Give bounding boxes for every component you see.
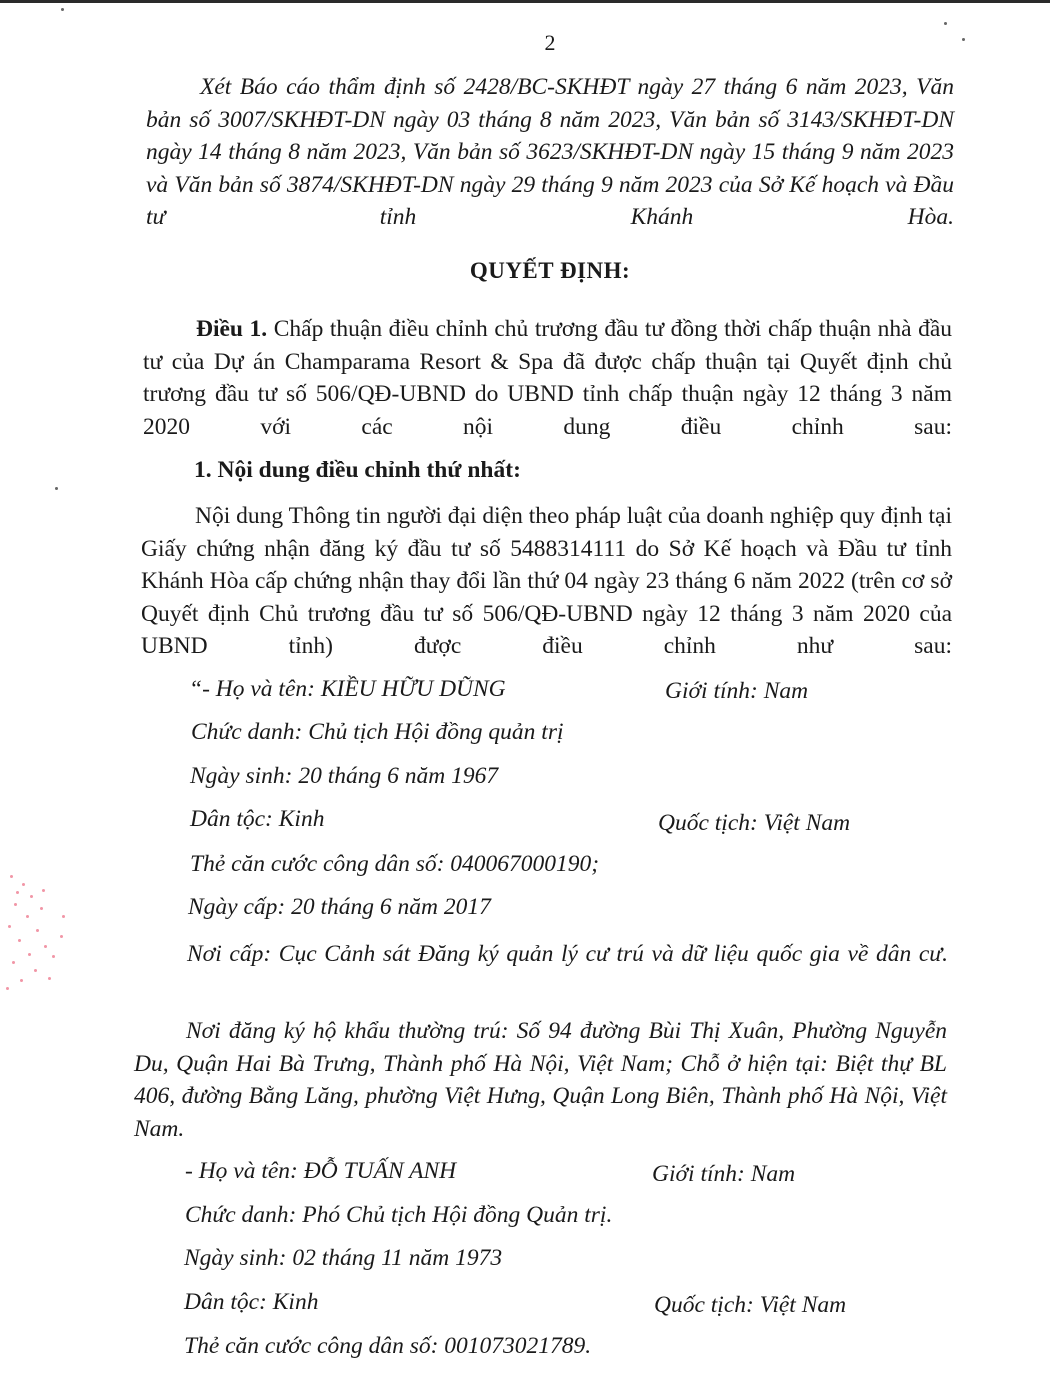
person1-gender: Giới tính: Nam [665,678,809,704]
person1-ethnicity: Dân tộc: Kinh [190,806,325,832]
person1-title: Chức danh: Chủ tịch Hội đồng quản trị [191,719,564,745]
section-1-body: Nội dung Thông tin người đại diện theo pháp luật của doanh nghiệp quy định tại Giấy chứng nhận đăng ký đầu tư số 5488314111 do Sở Kế hoạch và Đầu tư tỉnh Khánh Hòa cấp chứng nhận thay đổi lần thứ 04 ngày 23 tháng 6 năm 2022 (trên cơ sở Quyết định Chủ trương đầu tư số 506/QĐ-UBND ngày 12 tháng 3 năm 2020 của UBND tỉnh) được điều chỉnh như sau: [141,503,952,660]
scan-speck [55,487,58,490]
person1-issue-date: Ngày cấp: 20 tháng 6 năm 2017 [188,894,491,920]
person2-gender: Giới tính: Nam [652,1161,796,1187]
person1-name: “- Họ và tên: KIỀU HỮU DŨNG [189,676,506,702]
red-stamp-fragment [0,855,80,1015]
scan-speck [944,22,947,25]
person1-id-card: Thẻ căn cước công dân số: 040067000190; [190,851,600,877]
person1-dob: Ngày sinh: 20 tháng 6 năm 1967 [190,763,499,789]
decision-heading: QUYẾT ĐỊNH: [469,258,631,283]
person2-title: Chức danh: Phó Chủ tịch Hội đồng Quản trị. [185,1202,613,1228]
page-top-edge [0,0,1050,3]
person2-id-card: Thẻ căn cước công dân số: 001073021789. [184,1333,592,1359]
person2-nationality: Quốc tịch: Việt Nam [654,1292,847,1318]
section-1-title: 1. Nội dung điều chỉnh thứ nhất: [194,457,521,483]
scan-speck [962,38,965,41]
person2-name: - Họ và tên: ĐỖ TUẤN ANH [185,1158,457,1184]
article-1-label: Điều 1. [196,316,268,342]
person2-dob: Ngày sinh: 02 tháng 11 năm 1973 [184,1245,503,1271]
article-1-text: Chấp thuận điều chỉnh chủ trương đầu tư đồng thời chấp thuận nhà đầu tư của Dự án Champarama Resort & Spa đã được chấp thuận tại Quyết định chủ trương đầu tư số 506/QĐ-UBND do UBND tỉnh chấp thuận ngày 12 tháng 3 năm 2020 với các nội dung điều chỉnh sau: [143,316,953,440]
scan-speck [61,8,64,11]
page-number: 2 [544,30,556,55]
person1-address: Nơi đăng ký hộ khẩu thường trú: Số 94 đường Bùi Thị Xuân, Phường Nguyễn Du, Quận Hai Bà Trưng, Thành phố Hà Nội, Việt Nam; Chỗ ở hiện tại: Biệt thự BL 406, đường Bằng Lăng, phường Việt Hưng, Quận Long Biên, Thành phố Hà Nội, Việt Nam. [134,1018,947,1142]
person1-issue-place: Nơi cấp: Cục Cảnh sát Đăng ký quản lý cư trú và dữ liệu quốc gia về dân cư. [187,941,948,967]
preamble-paragraph: Xét Báo cáo thẩm định số 2428/BC-SKHĐT ngày 27 tháng 6 năm 2023, Văn bản số 3007/SKHĐT-DN ngày 03 tháng 8 năm 2023, Văn bản số 3143/SKHĐT-DN ngày 14 tháng 8 năm 2023, Văn bản số 3623/SKHĐT-DN ngày 15 tháng 9 năm 2023 và Văn bản số 3874/SKHĐT-DN ngày 29 tháng 9 năm 2023 của Sở Kế hoạch và Đầu tư tỉnh Khánh Hòa. [146,74,954,231]
article-1-paragraph [143,313,952,443]
person1-nationality: Quốc tịch: Việt Nam [658,810,851,836]
person2-ethnicity: Dân tộc: Kinh [184,1289,319,1315]
